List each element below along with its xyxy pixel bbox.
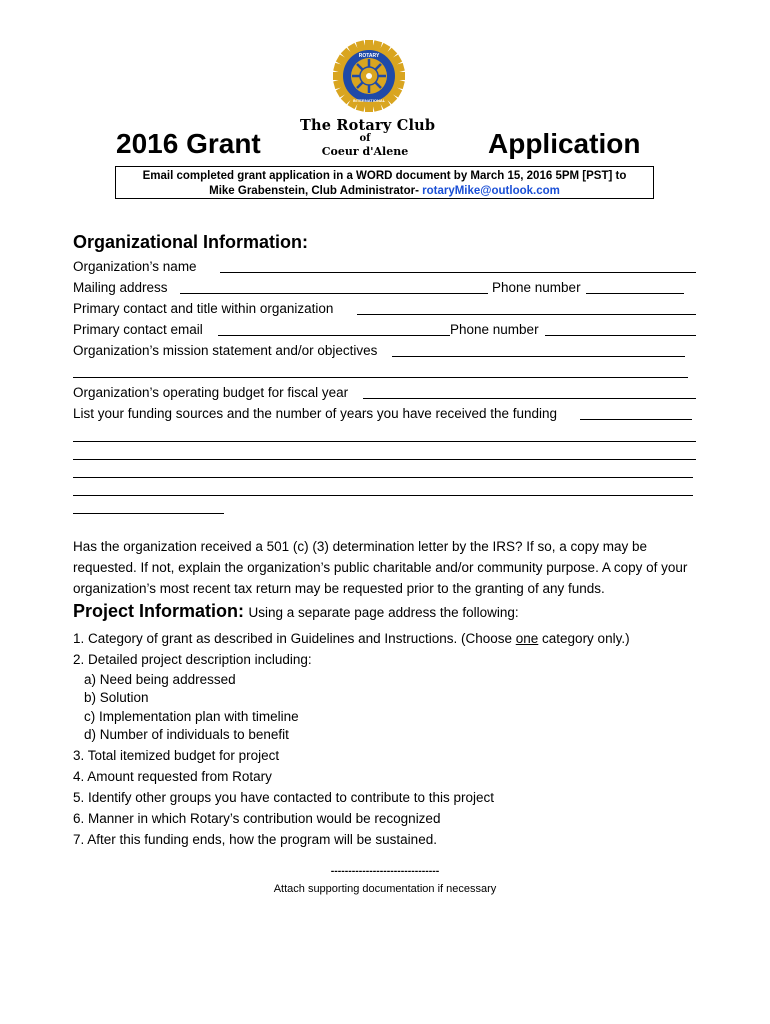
- instructions-box: [115, 166, 654, 199]
- item1-underlined: one: [515, 631, 539, 646]
- footer-note: Attach supporting documentation if necessary: [273, 883, 497, 895]
- project-item-2: 2. Detailed project description including:: [73, 652, 312, 667]
- club-of: of: [359, 133, 371, 144]
- project-item-5: 5. Identify other groups you have contacted to contribute to this project: [73, 790, 495, 805]
- phone-label-2: Phone number: [450, 322, 539, 337]
- logo-text-top: ROTARY: [358, 53, 380, 59]
- funding-line-2[interactable]: [73, 441, 696, 442]
- mission-field[interactable]: [392, 356, 685, 357]
- contact-email-label: Primary contact email: [73, 322, 203, 337]
- instructions-prefix: Mike Grabenstein, Club Administrator-: [209, 185, 423, 197]
- primary-contact-field[interactable]: [357, 314, 696, 315]
- rotary-logo: [333, 40, 405, 112]
- funding-field[interactable]: [580, 419, 692, 420]
- funding-line-4[interactable]: [73, 477, 693, 478]
- project-item-6: 6. Manner in which Rotary’s contribution would be recognized: [73, 811, 441, 826]
- project-item-7: 7. After this funding ends, how the program will be sustained.: [73, 832, 437, 847]
- rotary-wheel-icon: [333, 40, 405, 112]
- project-sub-b: b) Solution: [84, 690, 149, 705]
- project-item-4: 4. Amount requested from Rotary: [73, 769, 272, 784]
- phone-field-1[interactable]: [586, 293, 684, 294]
- instructions-line1: Email completed grant application in a WORD document by March 15, 2016 5PM [PST] to: [142, 170, 627, 182]
- primary-contact-label: Primary contact and title within organization: [73, 301, 334, 316]
- org-name-label: Organization’s name: [73, 259, 197, 274]
- contact-email-field[interactable]: [218, 335, 450, 336]
- irs-paragraph: Has the organization received a 501 (c) (3) determination letter by the IRS? If so, a copy may be requested. If not, explain the organization’s public charitable and/or community purpose. A copy of your organization’s most recent tax return may be requested prior to the granting of any funds.: [73, 539, 688, 596]
- phone-label-1: Phone number: [492, 280, 581, 295]
- project-info-header: [73, 601, 519, 622]
- funding-line-3[interactable]: [73, 459, 696, 460]
- title-application: Application: [488, 128, 641, 159]
- org-info-heading: Organizational Information:: [73, 232, 309, 252]
- logo-text-bottom: INTERNATIONAL: [352, 98, 386, 103]
- project-sub-d: d) Number of individuals to benefit: [84, 727, 289, 742]
- org-name-field[interactable]: [220, 272, 696, 273]
- project-info-intro: Using a separate page address the following:: [248, 605, 519, 620]
- project-sub-c: c) Implementation plan with timeline: [84, 709, 299, 724]
- phone-field-2[interactable]: [545, 335, 696, 336]
- item1-prefix: 1. Category of grant as described in Guidelines and Instructions. (Choose: [73, 631, 516, 646]
- funding-label: List your funding sources and the number of years you have received the funding: [73, 406, 558, 421]
- mailing-address-label: Mailing address: [73, 280, 168, 295]
- club-city: Coeur d'Alene: [321, 145, 409, 158]
- instructions-line2: [116, 184, 653, 199]
- budget-label: Organization’s operating budget for fiscal year: [73, 385, 349, 400]
- project-item-3: 3. Total itemized budget for project: [73, 748, 280, 763]
- mailing-address-field[interactable]: [180, 293, 488, 294]
- club-name: The Rotary Club: [300, 117, 436, 134]
- funding-line-6[interactable]: [73, 513, 224, 514]
- item1-suffix: category only.): [538, 631, 630, 646]
- mission-field-line2[interactable]: [73, 377, 688, 378]
- title-grant: 2016 Grant: [116, 128, 261, 159]
- mission-label: Organization’s mission statement and/or objectives: [73, 343, 378, 358]
- footer-divider: -------------------------------: [330, 865, 440, 877]
- funding-line-5[interactable]: [73, 495, 693, 496]
- project-item-1: [73, 628, 630, 649]
- project-info-heading: Project Information:: [73, 601, 245, 621]
- project-sub-a: a) Need being addressed: [84, 672, 236, 687]
- budget-field[interactable]: [363, 398, 696, 399]
- email-link[interactable]: rotaryMike@outlook.com: [422, 185, 560, 197]
